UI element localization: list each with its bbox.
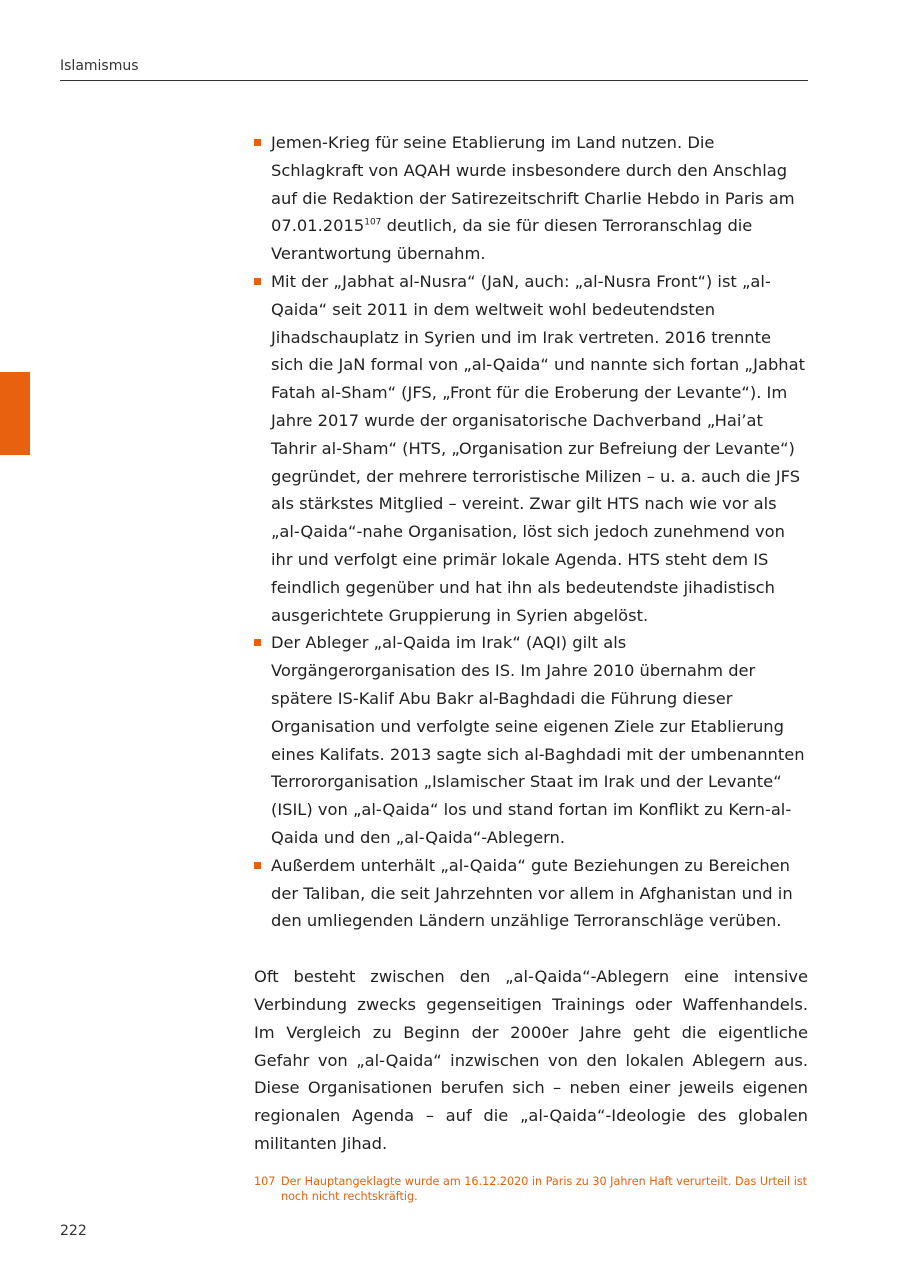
square-bullet-icon (254, 639, 261, 646)
bullet-item (254, 852, 808, 935)
footnote-number: 107 (254, 1174, 276, 1188)
page-number: 222 (60, 1223, 87, 1239)
bullet-text: Der Ableger „al-Qaida im Irak“ (AQI) gilt als Vorgängerorganisation des IS. Im Jahre 2010 übernahm der spätere IS-Kalif Abu Bakr al-Baghdadi die Führung dieser Organisation und verfolgte seine eigenen Ziele zur Etablierung eines Kalifats. 2013 sagte sich al-Baghdadi mit der umbenannten Terrororganisation „Islamischer Staat im Irak und der Levante“ (ISIL) von „al-Qaida“ los und stand fortan im Konflikt zu Kern-al-Qaida und den „al-Qaida“-Ablegern. (271, 633, 805, 847)
square-bullet-icon (254, 139, 261, 146)
footnote (254, 1174, 808, 1204)
bullet-text: Jemen-Krieg für seine Etablierung im Land nutzen. Die Schlagkraft von AQAH wurde insbesondere durch den Anschlag auf die Redaktion der Satirezeitschrift Charlie Hebdo in Paris am 07.01.2015 (271, 133, 795, 236)
running-head-title: Islamismus (60, 58, 139, 74)
bullet-text: Mit der „Jabhat al-Nusra“ (JaN, auch: „al-Nusra Front“) ist „al-Qaida“ seit 2011 in dem weltweit wohl bedeutendsten Jihadschauplatz in Syrien und im Irak vertreten. 2016 trennte sich die JaN formal von „al-Qaida“ und nannte sich fortan „Jabhat Fatah al-Sham“ (JFS, „Front für die Eroberung der Levante“). Im Jahre 2017 wurde der organisatorische Dachverband „Hai’at Tahrir al-Sham“ (HTS, „Organisation zur Befreiung der Levante“) gegründet, der mehrere terroristische Milizen – u. a. auch die JFS als stärkstes Mitglied – vereint. Zwar gilt HTS nach wie vor als „al-Qaida“-nahe Organisation, löst sich jedoch zunehmend von ihr und verfolgt eine primär lokale Agenda. HTS steht dem IS feindlich gegenüber und hat ihn als bedeutendste jihadistisch ausgerichtete Gruppierung in Syrien abgelöst. (271, 271, 805, 625)
square-bullet-icon (254, 862, 261, 869)
bullet-item (254, 629, 808, 851)
footnote-reference: 107 (364, 217, 382, 228)
main-content (254, 129, 808, 1204)
header-rule (60, 80, 808, 81)
square-bullet-icon (254, 278, 261, 285)
bullet-item (254, 268, 808, 629)
bullet-text: Außerdem unterhält „al-Qaida“ gute Beziehungen zu Bereichen der Taliban, die seit Jahrzehnten vor allem in Afghanistan und in den umliegenden Ländern unzählige Terroranschläge verüben. (271, 855, 793, 931)
bullet-text-continued: deutlich, da sie für diesen Terroranschlag die Verantwortung übernahm. (271, 216, 753, 264)
footnote-text: Der Hauptangeklagte wurde am 16.12.2020 in Paris zu 30 Jahren Haft verurteilt. Das Urteil ist noch nicht rechtskräftig. (281, 1174, 808, 1203)
body-paragraph: Oft besteht zwischen den „al-Qaida“-Ablegern eine intensive Verbindung zwecks gegenseitigen Trainings oder Waffenhandels. Im Vergleich zu Beginn der 2000er Jahre geht die eigentliche Gefahr von „al-Qaida“ inzwischen von den lokalen Ablegern aus. Diese Organisationen berufen sich – neben einer jeweils eigenen regionalen Agenda – auf die „al-Qaida“-Ideologie des globalen militanten Jihad. (254, 967, 808, 1153)
bullet-item (254, 129, 808, 268)
bullet-list (254, 129, 808, 935)
chapter-side-tab (0, 372, 30, 455)
